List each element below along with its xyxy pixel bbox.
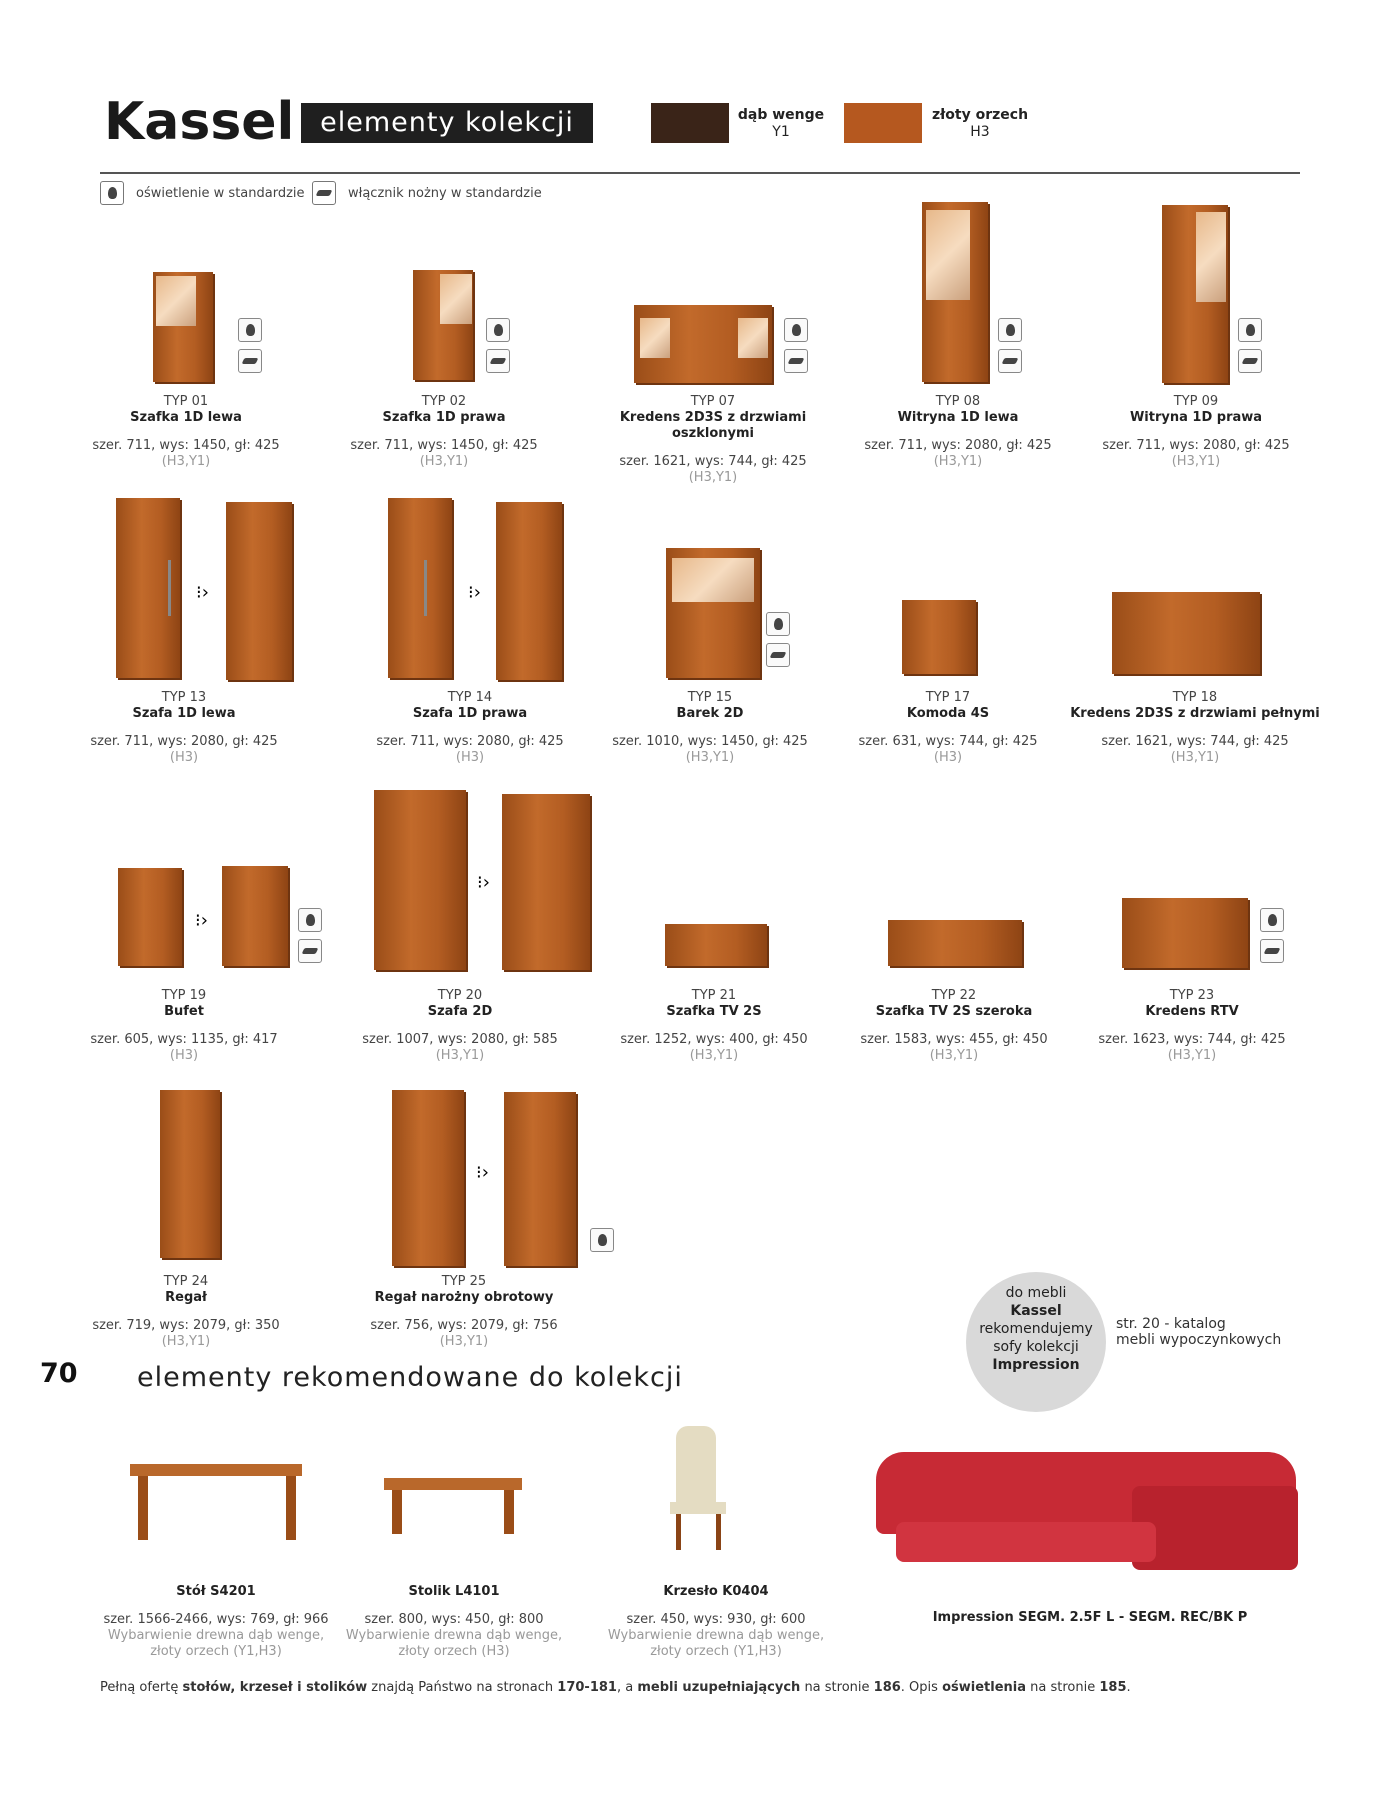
chair-back-image (676, 1426, 716, 1508)
header-divider (100, 172, 1300, 174)
pedal-switch-icon (312, 181, 336, 205)
lighting-icon (784, 318, 808, 342)
product-card-typ07: TYP 07 Kredens 2D3S z drzwiami oszklonymi szer. 1621, wys: 744, gł: 425 (H3,Y1) (619, 394, 807, 485)
product-card-typ14: TYP 14 Szafa 1D prawa szer. 711, wys: 2080, gł: 425 (H3) (376, 690, 564, 765)
pedal-switch-icon (298, 939, 322, 963)
pedal-switch-icon (998, 349, 1022, 373)
catalog-reference: str. 20 - katalog mebli wypoczynkowych (1116, 1316, 1282, 1348)
glass-panel (640, 318, 670, 358)
product-card-typ25: TYP 25 Regał narożny obrotowy szer. 756, wys: 2079, gł: 756 (H3,Y1) (370, 1274, 558, 1349)
product-card-typ22: TYP 22 Szafka TV 2S szeroka szer. 1583, wys: 455, gł: 450 (H3,Y1) (860, 988, 1048, 1063)
lighting-icon (238, 318, 262, 342)
product-image-typ25-closed (392, 1090, 464, 1266)
product-card-typ19: TYP 19 Bufet szer. 605, wys: 1135, gł: 417 (H3) (90, 988, 278, 1063)
product-image-typ13-open (226, 502, 292, 680)
lighting-icon (998, 318, 1022, 342)
product-card-typ20: TYP 20 Szafa 2D szer. 1007, wys: 2080, gł: 585 (H3,Y1) (362, 988, 558, 1063)
product-card-typ13: TYP 13 Szafa 1D lewa szer. 711, wys: 2080, gł: 425 (H3) (90, 690, 278, 765)
product-card-typ23: TYP 23 Kredens RTV szer. 1623, wys: 744, gł: 425 (H3,Y1) (1098, 988, 1286, 1063)
recommendation-circle: do mebli Kassel rekomendujemy sofy kolekcji Impression (966, 1272, 1106, 1412)
product-card-typ24: TYP 24 Regał szer. 719, wys: 2079, gł: 350 (H3,Y1) (92, 1274, 280, 1349)
table-leg (392, 1490, 402, 1534)
lighting-icon (766, 612, 790, 636)
legend-lighting: oświetlenie w standardzie (136, 186, 305, 201)
lighting-icon (100, 181, 124, 205)
pedal-switch-icon (1238, 349, 1262, 373)
product-image-typ17 (902, 600, 976, 674)
product-card-typ09: TYP 09 Witryna 1D prawa szer. 711, wys: 2080, gł: 425 (H3,Y1) (1102, 394, 1290, 469)
product-image-typ25-open (504, 1092, 576, 1266)
open-view-arrow-icon: ⁝› (196, 582, 209, 603)
chair-seat-image (670, 1502, 726, 1514)
pedal-switch-icon (1260, 939, 1284, 963)
recommended-card-coffee-table: Stolik L4101 szer. 800, wys: 450, gł: 800 Wybarwienie drewna dąb wenge, złoty orzech (H3) (345, 1584, 563, 1659)
product-card-typ01: TYP 01 Szafka 1D lewa szer. 711, wys: 1450, gł: 425 (H3,Y1) (92, 394, 280, 469)
product-image-typ23 (1122, 898, 1248, 968)
glass-panel (926, 210, 970, 300)
finish-label-orzech: złoty orzech H3 (931, 107, 1029, 140)
glass-panel (672, 558, 754, 602)
finish-swatch-wenge (651, 103, 729, 143)
door-handle (424, 560, 427, 616)
sofa-chaise (1132, 1486, 1298, 1570)
collection-subtitle: elementy kolekcji (301, 103, 593, 143)
table-leg (504, 1490, 514, 1534)
product-image-typ21 (665, 924, 767, 966)
glass-panel (440, 274, 472, 324)
glass-panel (1196, 212, 1226, 302)
table-top-image (130, 1464, 302, 1476)
lighting-icon (1260, 908, 1284, 932)
collection-brand: Kassel (104, 92, 295, 152)
product-image-typ20-closed (374, 790, 466, 970)
product-image-typ22 (888, 920, 1022, 966)
product-image-typ18 (1112, 592, 1260, 674)
recommended-card-table: Stół S4201 szer. 1566-2466, wys: 769, gł: 966 Wybarwienie drewna dąb wenge, złoty orzech (Y1,H3) (103, 1584, 329, 1659)
finish-swatch-orzech (844, 103, 922, 143)
product-image-typ14-open (496, 502, 562, 680)
sofa-seat (896, 1522, 1156, 1562)
pedal-switch-icon (784, 349, 808, 373)
table-leg (286, 1476, 296, 1540)
product-card-typ18: TYP 18 Kredens 2D3S z drzwiami pełnymi szer. 1621, wys: 744, gł: 425 (H3,Y1) (1070, 690, 1320, 765)
glass-panel (738, 318, 768, 358)
product-image-typ24 (160, 1090, 220, 1258)
page-number: 70 (40, 1358, 78, 1389)
product-card-typ17: TYP 17 Komoda 4S szer. 631, wys: 744, gł: 425 (H3) (858, 690, 1038, 765)
product-card-typ21: TYP 21 Szafka TV 2S szer. 1252, wys: 400, gł: 450 (H3,Y1) (620, 988, 808, 1063)
door-handle (168, 560, 171, 616)
pedal-switch-icon (238, 349, 262, 373)
chair-leg (676, 1514, 681, 1550)
footer-note: Pełną ofertę stołów, krzeseł i stolików znajdą Państwo na stronach 170-181, a mebli uzupełniających na stronie 186. Opis oświetlenia na stronie 185. (100, 1680, 1131, 1695)
chair-leg (716, 1514, 721, 1550)
table-leg (138, 1476, 148, 1540)
product-image-typ19-open (222, 866, 288, 966)
pedal-switch-icon (486, 349, 510, 373)
product-card-typ02: TYP 02 Szafka 1D prawa szer. 711, wys: 1450, gł: 425 (H3,Y1) (350, 394, 538, 469)
legend-pedal: włącznik nożny w standardzie (348, 186, 542, 201)
open-view-arrow-icon: ⁝› (477, 872, 490, 893)
lighting-icon (486, 318, 510, 342)
open-view-arrow-icon: ⁝› (476, 1162, 489, 1183)
lighting-icon (298, 908, 322, 932)
finish-label-wenge: dąb wenge Y1 (737, 107, 825, 140)
lighting-icon (1238, 318, 1262, 342)
glass-panel (156, 276, 196, 326)
product-image-typ19-closed (118, 868, 182, 966)
product-image-typ20-open (502, 794, 590, 970)
pedal-switch-icon (766, 643, 790, 667)
lighting-icon (590, 1228, 614, 1252)
product-image-typ14-closed (388, 498, 452, 678)
sofa-label: Impression SEGM. 2.5F L - SEGM. REC/BK P (932, 1610, 1248, 1625)
open-view-arrow-icon: ⁝› (468, 582, 481, 603)
product-card-typ15: TYP 15 Barek 2D szer. 1010, wys: 1450, gł: 425 (H3,Y1) (612, 690, 808, 765)
product-card-typ08: TYP 08 Witryna 1D lewa szer. 711, wys: 2080, gł: 425 (H3,Y1) (864, 394, 1052, 469)
recommended-card-chair: Krzesło K0404 szer. 450, wys: 930, gł: 600 Wybarwienie drewna dąb wenge, złoty orzech (Y1,H3) (607, 1584, 825, 1659)
coffee-table-top-image (384, 1478, 522, 1490)
open-view-arrow-icon: ⁝› (195, 910, 208, 931)
recommended-section-title: elementy rekomendowane do kolekcji (137, 1362, 683, 1393)
